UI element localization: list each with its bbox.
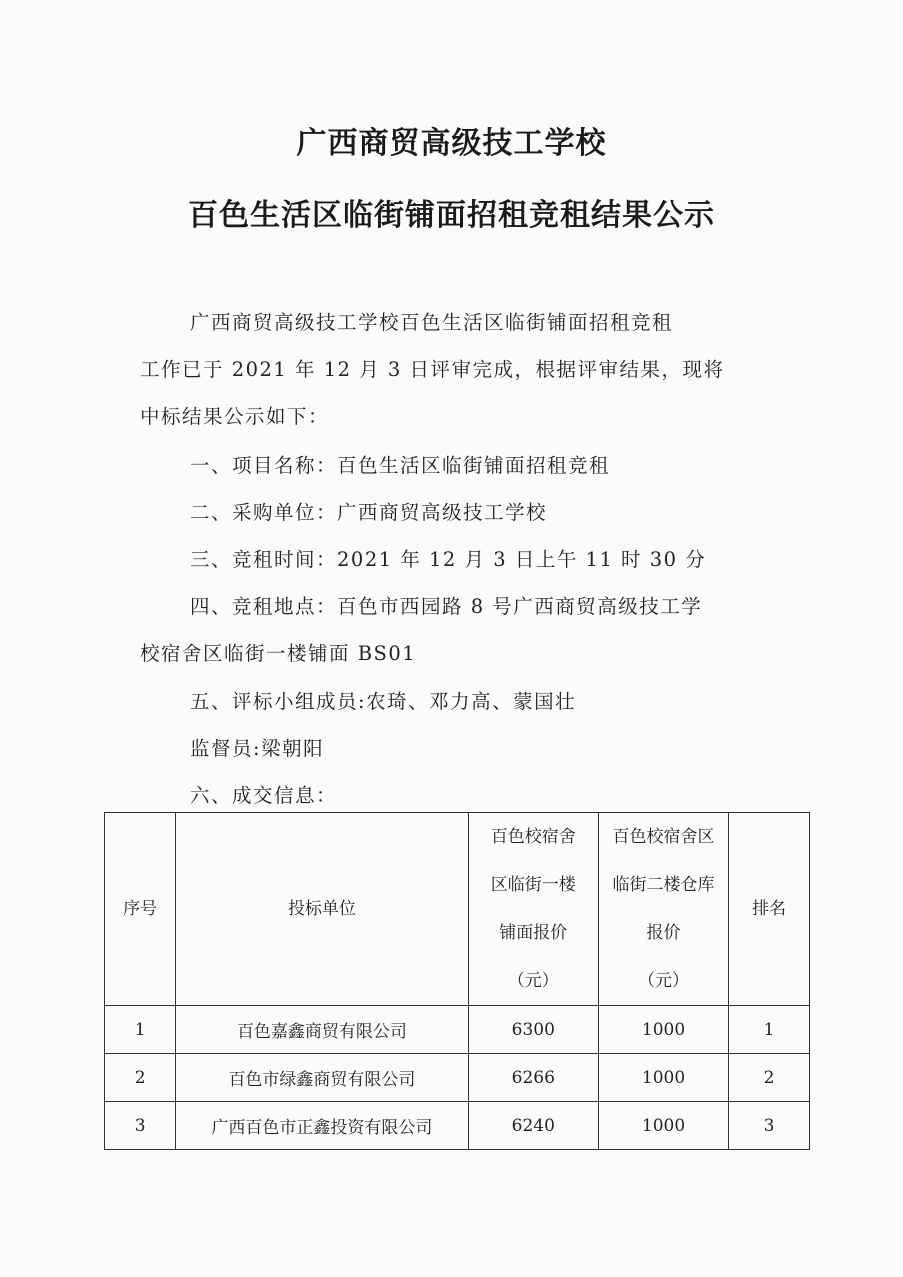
cell-price-first-floor: 6300 xyxy=(468,1006,598,1054)
header-serial-number: 序号 xyxy=(105,813,176,1006)
result-table xyxy=(104,812,810,1150)
header-bidder: 投标单位 xyxy=(176,813,468,1006)
item-bidding-location-line2: 校宿舍区临街一楼铺面 BS01 xyxy=(140,642,417,665)
cell-serial-number: 3 xyxy=(105,1102,176,1150)
supervisor-line: 监督员:梁朝阳 xyxy=(190,737,325,760)
cell-bidder: 百色嘉鑫商贸有限公司 xyxy=(176,1006,468,1054)
header-price-first-floor-line: 铺面报价 xyxy=(499,923,568,943)
cell-price-second-floor: 1000 xyxy=(598,1006,728,1054)
cell-bidder: 广西百色市正鑫投资有限公司 xyxy=(176,1102,468,1150)
header-price-second-floor xyxy=(598,813,728,1006)
document-title-line2: 百色生活区临街铺面招租竞租结果公示 xyxy=(188,198,715,233)
cell-rank: 3 xyxy=(729,1102,810,1150)
intro-paragraph-line2: 工作已于 2021 年 12 月 3 日评审完成，根据评审结果，现将 xyxy=(140,358,725,381)
item-project-name: 一、项目名称：百色生活区临街铺面招租竞租 xyxy=(190,454,611,477)
cell-rank: 2 xyxy=(729,1054,810,1102)
header-price-first-floor-line: （元） xyxy=(507,971,559,991)
header-price-first-floor xyxy=(468,813,598,1006)
header-price-second-floor-line: 临街二楼仓库 xyxy=(612,875,715,895)
cell-price-second-floor: 1000 xyxy=(598,1102,728,1150)
cell-price-second-floor: 1000 xyxy=(598,1054,728,1102)
cell-rank: 1 xyxy=(729,1006,810,1054)
header-price-first-floor-line: 区临街一楼 xyxy=(490,875,576,895)
header-price-second-floor-line: 报价 xyxy=(646,923,681,943)
header-price-second-floor-line: 百色校宿舍区 xyxy=(612,827,715,847)
cell-serial-number: 2 xyxy=(105,1054,176,1102)
header-rank: 排名 xyxy=(729,813,810,1006)
cell-serial-number: 1 xyxy=(105,1006,176,1054)
header-price-second-floor-line: （元） xyxy=(638,971,690,991)
cell-bidder: 百色市绿鑫商贸有限公司 xyxy=(176,1054,468,1102)
cell-price-first-floor: 6240 xyxy=(468,1102,598,1150)
intro-paragraph-line3: 中标结果公示如下： xyxy=(140,405,330,428)
intro-paragraph-line1: 广西商贸高级技工学校百色生活区临街铺面招租竞租 xyxy=(190,311,674,334)
item-purchaser: 二、采购单位：广西商贸高级技工学校 xyxy=(190,501,548,524)
item-deal-info-heading: 六、成交信息： xyxy=(190,784,338,807)
table-row xyxy=(105,1054,810,1102)
header-price-first-floor-line: 百色校宿舍 xyxy=(490,827,576,847)
item-bidding-time: 三、竞租时间：2021 年 12 月 3 日上午 11 时 30 分 xyxy=(190,548,707,571)
item-bidding-location-line1: 四、竞租地点：百色市西园路 8 号广西商贸高级技工学 xyxy=(190,595,703,618)
document-title-line1: 广西商贸高级技工学校 xyxy=(296,126,607,161)
item-committee-members: 五、评标小组成员:农琦、邓力高、蒙国壮 xyxy=(190,690,577,713)
table-header-row xyxy=(105,813,810,1006)
table-row xyxy=(105,1006,810,1054)
table-row xyxy=(105,1102,810,1150)
cell-price-first-floor: 6266 xyxy=(468,1054,598,1102)
